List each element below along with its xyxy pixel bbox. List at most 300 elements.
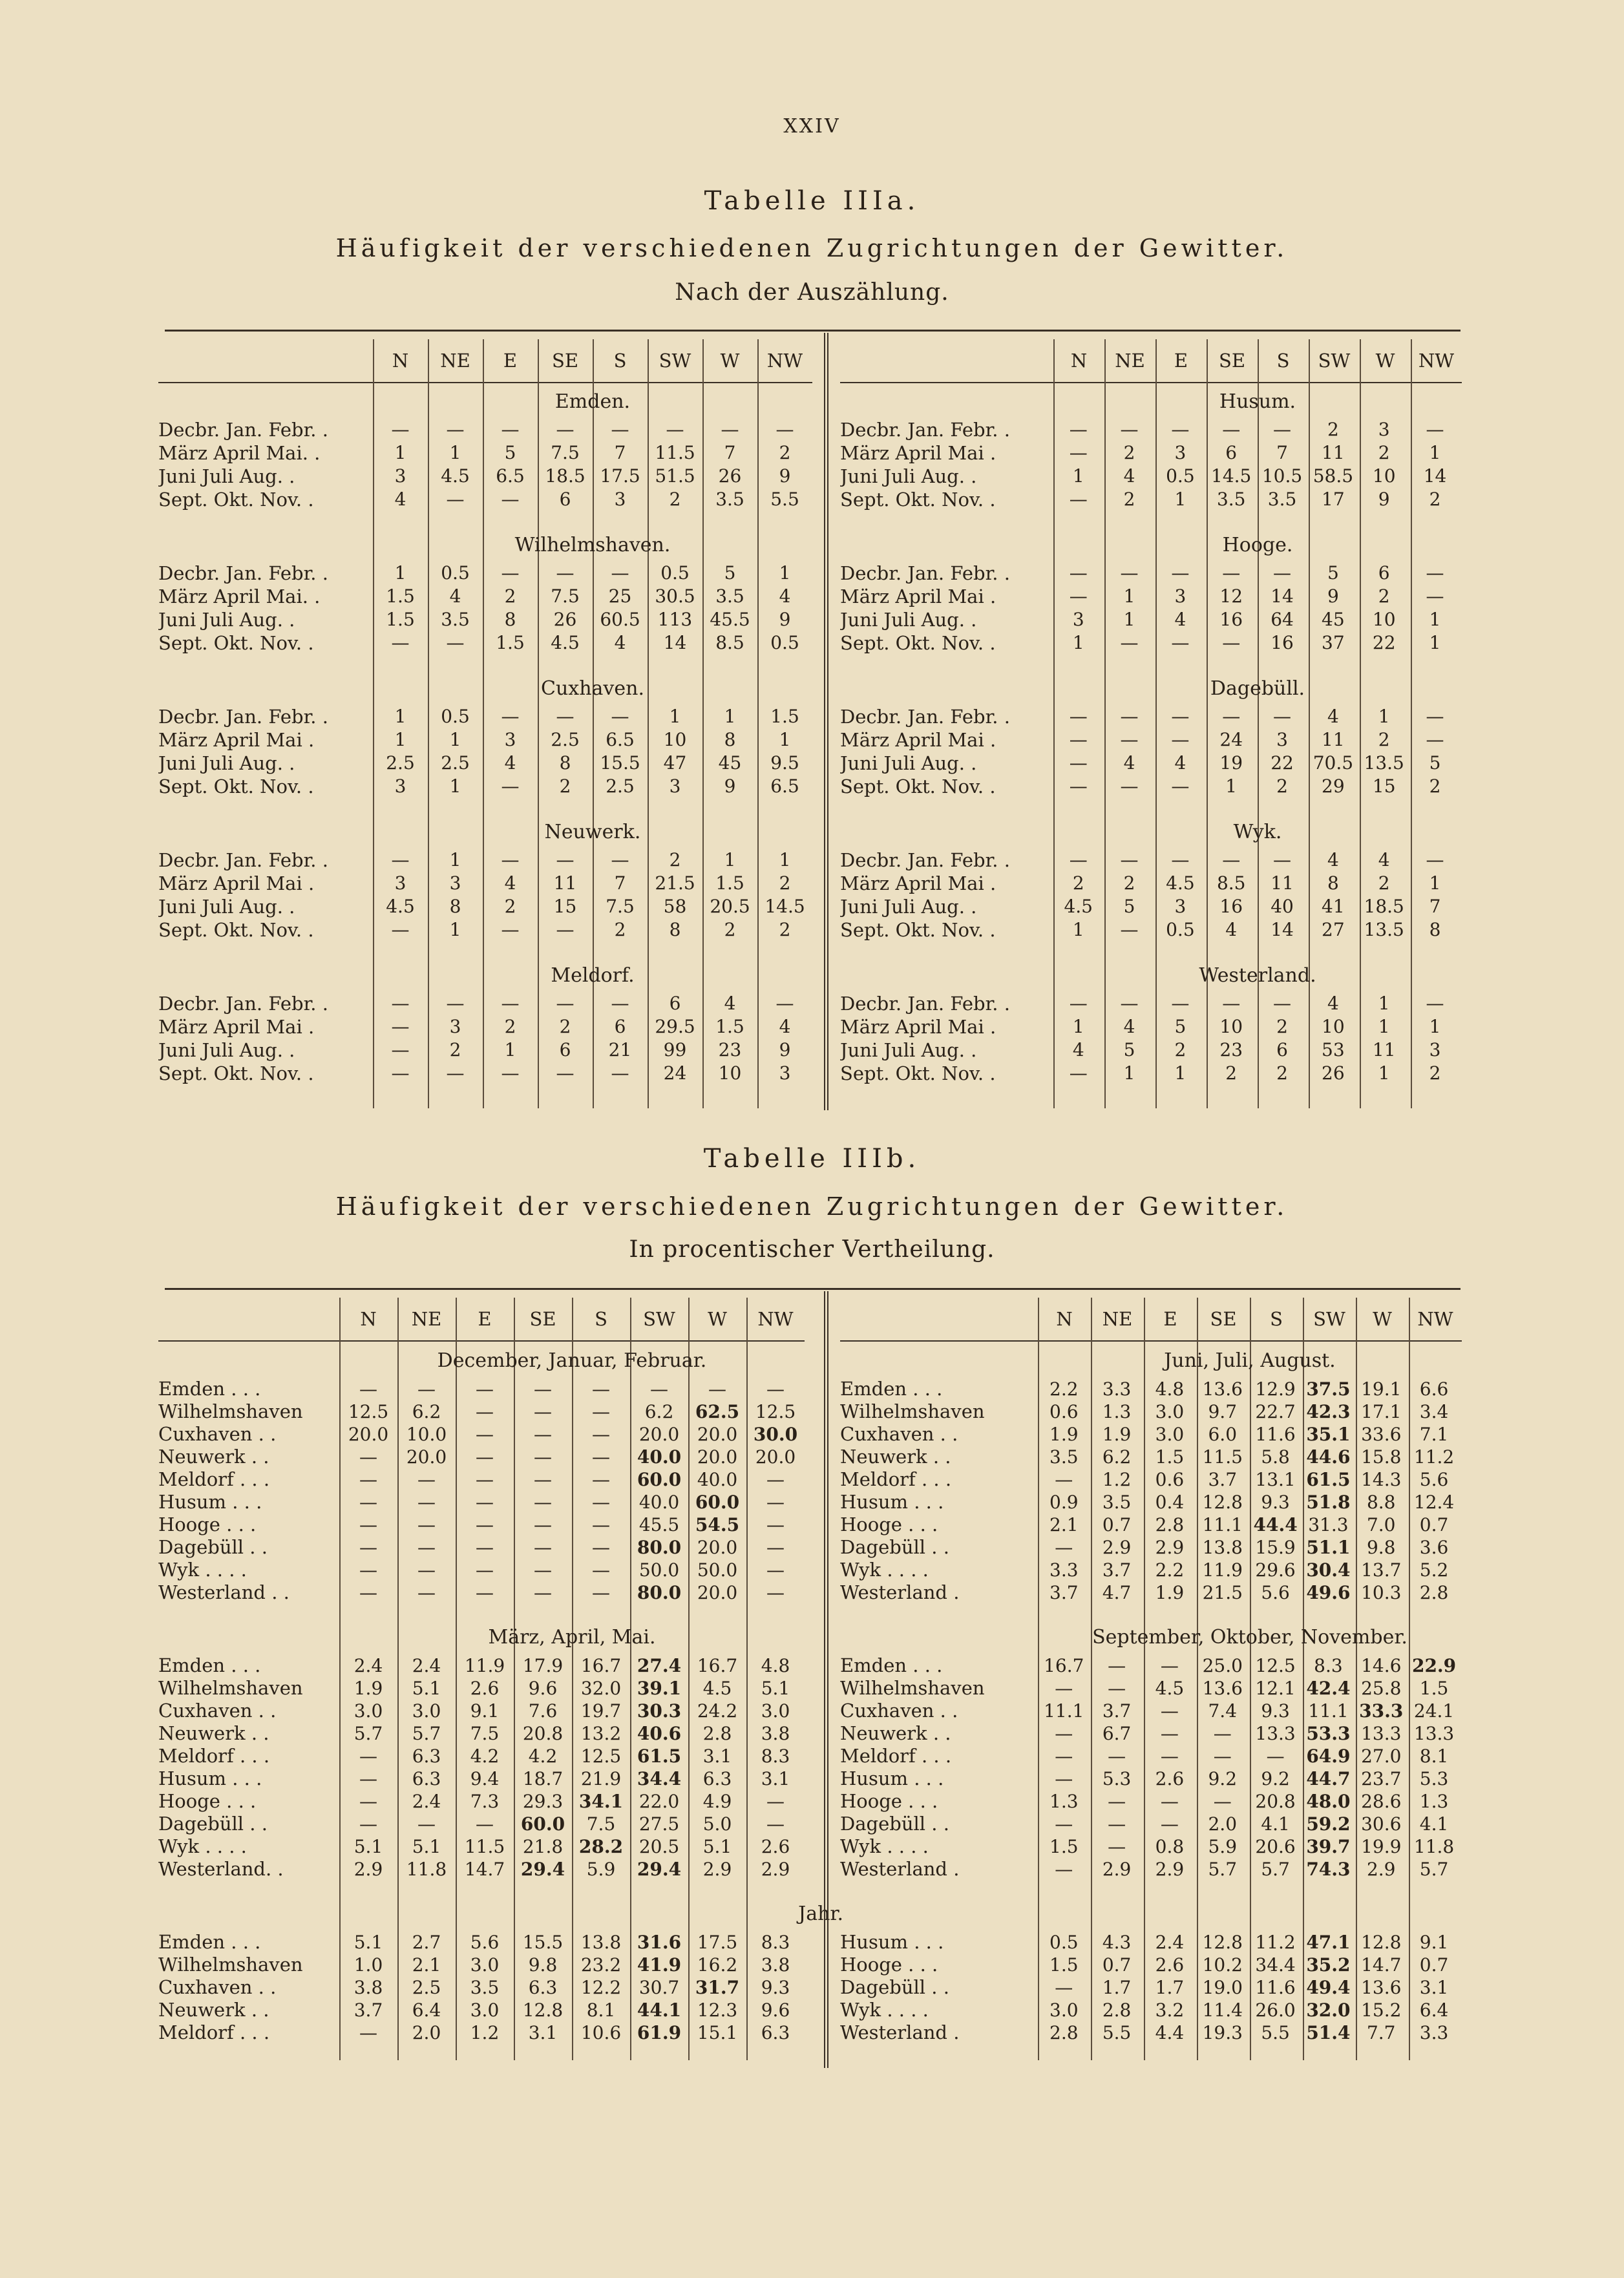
value-cell: 35.2	[1306, 1954, 1351, 1976]
value-cell: 6.4	[1419, 1999, 1449, 2021]
value-cell: 8.1	[1419, 1745, 1449, 1767]
value-cell: 44.7	[1306, 1768, 1351, 1789]
value-cell: —	[391, 919, 410, 940]
value-cell: 1.5	[386, 585, 415, 607]
value-cell: 2.5	[386, 752, 415, 774]
group-title: Hooge.	[1222, 534, 1293, 556]
value-cell: 16	[1271, 632, 1294, 653]
value-cell: 2.4	[412, 1655, 441, 1676]
value-cell: 5.1	[353, 1836, 383, 1857]
value-cell: 62.5	[695, 1401, 740, 1422]
value-cell: 14	[1271, 585, 1294, 607]
value-cell: 34.4	[1255, 1954, 1296, 1976]
station-group	[158, 960, 823, 1085]
table-row	[158, 1536, 823, 1559]
value-cell: 5	[724, 562, 736, 584]
row-label: Dagebüll . .	[158, 1813, 268, 1835]
value-cell: 4.7	[1102, 1582, 1132, 1603]
column-header: S	[613, 350, 627, 372]
value-cell: 47.1	[1306, 1932, 1351, 1953]
row-label: März April Mai .	[158, 872, 315, 894]
value-cell: 7	[724, 442, 736, 463]
value-cell: 2	[1072, 872, 1084, 894]
group-title: Neuwerk.	[544, 821, 641, 843]
table-row	[840, 1813, 1461, 1835]
value-cell: 6.5	[770, 775, 799, 797]
value-cell: 4	[1225, 919, 1238, 940]
value-cell: —	[1055, 1537, 1073, 1558]
table-row	[158, 1062, 823, 1085]
value-cell: 1.0	[353, 1954, 383, 1976]
value-cell: 2	[1276, 775, 1288, 797]
value-cell: 15.1	[697, 2022, 738, 2043]
value-cell: 0.8	[1155, 1836, 1185, 1857]
value-cell: 11	[553, 872, 577, 894]
value-cell: 2	[1276, 1016, 1288, 1037]
row-label: Wyk . . . .	[158, 1559, 247, 1581]
value-cell: —	[446, 993, 465, 1014]
value-cell: 113	[657, 609, 693, 630]
station-group	[158, 529, 823, 655]
value-cell: —	[359, 1559, 377, 1581]
value-cell: 4.5	[1064, 896, 1093, 917]
value-cell: 53.3	[1306, 1723, 1351, 1744]
value-cell: 2.4	[1155, 1932, 1185, 1953]
value-cell: —	[1069, 442, 1088, 463]
value-cell: 5.6	[470, 1932, 500, 1953]
value-cell: —	[417, 1537, 436, 1558]
table-row	[840, 1954, 1461, 1976]
value-cell: —	[1426, 562, 1444, 584]
value-cell: 3.3	[1049, 1559, 1079, 1581]
group-title: Westerland.	[1199, 964, 1316, 987]
value-cell: 4.3	[1102, 1932, 1132, 1953]
value-cell: 2	[1429, 775, 1441, 797]
value-cell: 20.8	[522, 1723, 564, 1744]
value-cell: 14	[1271, 919, 1294, 940]
column-header: E	[478, 1308, 492, 1330]
row-label: Husum . . .	[840, 1767, 944, 1789]
value-cell: 20.8	[1255, 1791, 1296, 1812]
row-label: Emden . . .	[840, 1378, 943, 1400]
value-cell: 4.8	[1155, 1378, 1185, 1400]
value-cell: 3.5	[715, 489, 744, 510]
value-cell: 3.5	[441, 609, 470, 630]
table-row	[840, 752, 1461, 775]
station-group	[840, 1897, 1461, 2044]
group-title: Wilhelmshaven.	[514, 534, 671, 556]
row-label: Sept. Okt. Nov. .	[158, 775, 314, 797]
value-cell: —	[1069, 849, 1088, 870]
value-cell: 2	[504, 1016, 516, 1037]
value-cell: 19.3	[1202, 2022, 1243, 2043]
value-cell: 1.3	[1102, 1401, 1132, 1422]
value-cell: 0.5	[1166, 919, 1195, 940]
value-cell: 2	[1378, 729, 1390, 750]
value-cell: 5.3	[1419, 1768, 1449, 1789]
column-header: SE	[529, 1308, 556, 1330]
value-cell: 13.7	[1361, 1559, 1402, 1581]
row-label: Emden . . .	[158, 1931, 261, 1953]
value-cell: 2.7	[412, 1932, 441, 1953]
row-label: Sept. Okt. Nov. .	[158, 489, 314, 511]
value-cell: 37	[1322, 632, 1345, 653]
value-cell: 14.5	[765, 896, 805, 917]
value-cell: 4	[504, 872, 516, 894]
table-row	[840, 1767, 1461, 1790]
value-cell: 2	[1327, 419, 1339, 440]
value-cell: 22.7	[1255, 1401, 1296, 1422]
table-row	[840, 465, 1461, 488]
value-cell: 3.1	[1419, 1977, 1449, 1998]
value-cell: 3.8	[761, 1954, 790, 1976]
value-cell: 12.5	[348, 1401, 389, 1422]
value-cell: 6.3	[412, 1745, 441, 1767]
value-cell: 1	[1378, 706, 1390, 727]
value-cell: 2.5	[412, 1977, 441, 1998]
table-row	[840, 1446, 1461, 1468]
row-label: Juni Juli Aug. .	[158, 609, 295, 631]
value-cell: 1.3	[1419, 1791, 1449, 1812]
value-cell: 4.5	[386, 896, 415, 917]
value-cell: 11.8	[1413, 1836, 1455, 1857]
value-cell: —	[391, 1039, 410, 1060]
value-cell: —	[1069, 993, 1088, 1014]
value-cell: 26	[718, 465, 742, 487]
row-label: Hooge . . .	[158, 1790, 257, 1812]
value-cell: 2	[779, 442, 791, 463]
value-cell: 51.4	[1306, 2022, 1351, 2043]
value-cell: —	[1055, 1768, 1073, 1789]
header-rule	[840, 1340, 1462, 1342]
row-label: Sept. Okt. Nov. .	[840, 1062, 996, 1084]
value-cell: 3.0	[412, 1700, 441, 1722]
value-cell: 3	[1072, 609, 1084, 630]
value-cell: —	[1069, 562, 1088, 584]
row-label: Wilhelmshaven	[158, 1954, 303, 1976]
value-cell: —	[1108, 1791, 1126, 1812]
value-cell: 39.7	[1306, 1836, 1351, 1857]
value-cell: 8.8	[1366, 1492, 1396, 1513]
value-cell: 2	[669, 489, 681, 510]
value-cell: 3	[394, 775, 406, 797]
table-row	[158, 1378, 823, 1400]
table-b-top-rule	[165, 1288, 1461, 1290]
value-cell: —	[359, 1813, 377, 1835]
table-row	[840, 441, 1461, 465]
value-cell: 2	[1123, 872, 1135, 894]
column-header: NE	[411, 1308, 442, 1330]
value-cell: 11.6	[1255, 1977, 1296, 1998]
value-cell: 30.5	[655, 585, 695, 607]
value-cell: 3.5	[470, 1977, 500, 1998]
table-row	[158, 1954, 823, 1976]
value-cell: —	[417, 1813, 436, 1835]
value-cell: —	[501, 489, 520, 510]
value-cell: 9.3	[761, 1977, 790, 1998]
value-cell: 3.0	[470, 1954, 500, 1976]
value-cell: 19.1	[1361, 1378, 1402, 1400]
table-row	[840, 1745, 1461, 1767]
table-row	[158, 1767, 823, 1790]
value-cell: 21.5	[1202, 1582, 1243, 1603]
table-b-title: Tabelle IIIb.	[703, 1144, 921, 1174]
row-label: Cuxhaven . .	[158, 1976, 277, 1998]
row-label: Meldorf . . .	[158, 1745, 270, 1767]
table-row	[840, 918, 1461, 942]
value-cell: 7.5	[470, 1723, 500, 1744]
value-cell: 20.0	[697, 1424, 738, 1445]
row-label: Juni Juli Aug. .	[158, 1039, 295, 1061]
value-cell: 2	[779, 872, 791, 894]
value-cell: 3.8	[353, 1977, 383, 1998]
group-title: Juni, Juli, August.	[1164, 1349, 1336, 1372]
value-cell: —	[766, 1559, 785, 1581]
table-row	[158, 1513, 823, 1536]
value-cell: 4.8	[761, 1655, 790, 1676]
value-cell: 17.5	[600, 465, 640, 487]
value-cell: 40.0	[697, 1469, 738, 1490]
value-cell: 10	[1372, 465, 1396, 487]
table-row	[158, 465, 823, 488]
row-label: Westerland .	[840, 2021, 960, 2043]
value-cell: 8	[669, 919, 681, 940]
value-cell: 1	[1429, 872, 1441, 894]
row-label: Emden . . .	[158, 1378, 261, 1400]
station-group	[158, 1344, 823, 1604]
value-cell: 7.5	[606, 896, 635, 917]
table-row	[840, 1976, 1461, 1999]
value-cell: 0.5	[441, 562, 470, 584]
value-cell: —	[1171, 706, 1190, 727]
value-cell: —	[766, 1469, 785, 1490]
value-cell: 16.2	[697, 1954, 738, 1976]
value-cell: 12.1	[1255, 1678, 1296, 1699]
value-cell: 5.1	[412, 1678, 441, 1699]
value-cell: —	[1171, 849, 1190, 870]
value-cell: —	[556, 919, 575, 940]
value-cell: 14	[1423, 465, 1447, 487]
value-cell: 3	[1174, 585, 1186, 607]
value-cell: 44.4	[1253, 1514, 1298, 1535]
value-cell: 3.7	[353, 1999, 383, 2021]
value-cell: 1	[394, 562, 406, 584]
value-cell: —	[556, 706, 575, 727]
value-cell: 11.1	[1202, 1514, 1243, 1535]
value-cell: 29.3	[522, 1791, 564, 1812]
value-cell: 3.0	[1155, 1424, 1185, 1445]
table-a-right	[840, 339, 1461, 1115]
value-cell: 4	[449, 585, 461, 607]
table-row	[840, 1858, 1461, 1881]
station-group	[840, 960, 1461, 1085]
value-cell: 3	[449, 872, 461, 894]
value-cell: 50.0	[697, 1559, 738, 1581]
value-cell: —	[556, 993, 575, 1014]
table-a-subtitle: Häufigkeit der verschiedenen Zugrichtungen der Gewitter.	[335, 234, 1289, 262]
row-label: Sept. Okt. Nov. .	[840, 775, 996, 797]
table-row	[840, 2021, 1461, 2044]
value-cell: 51.5	[655, 465, 695, 487]
value-cell: —	[417, 1378, 436, 1400]
value-cell: 2	[779, 919, 791, 940]
value-cell: —	[556, 419, 575, 440]
value-cell: 4	[504, 752, 516, 774]
value-cell: —	[592, 1582, 610, 1603]
value-cell: 8	[1327, 872, 1339, 894]
value-cell: 2.9	[1155, 1859, 1185, 1880]
value-cell: —	[1120, 729, 1139, 750]
row-label: Decbr. Jan. Febr. .	[158, 993, 328, 1015]
value-cell: 20.5	[638, 1836, 680, 1857]
value-cell: 2	[1123, 442, 1135, 463]
column-header: SE	[1218, 350, 1246, 372]
value-cell: 13.8	[1202, 1537, 1243, 1558]
row-label: Decbr. Jan. Febr. .	[840, 849, 1010, 871]
value-cell: 3.0	[470, 1999, 500, 2021]
value-cell: 2.6	[470, 1678, 500, 1699]
value-cell: 22	[1372, 632, 1396, 653]
value-cell: 4	[1174, 752, 1186, 774]
value-cell: 31.6	[637, 1932, 682, 1953]
value-cell: —	[417, 1492, 436, 1513]
value-cell: 40.0	[638, 1492, 680, 1513]
value-cell: —	[1171, 419, 1190, 440]
value-cell: 20.6	[1255, 1836, 1296, 1857]
value-cell: 11.4	[1202, 1999, 1243, 2021]
value-cell: 4	[394, 489, 406, 510]
value-cell: —	[446, 419, 465, 440]
value-cell: —	[1426, 993, 1444, 1014]
value-cell: 6.0	[1208, 1424, 1238, 1445]
value-cell: 15	[553, 896, 577, 917]
table-row	[158, 1700, 823, 1722]
row-label: Wilhelmshaven	[158, 1400, 303, 1422]
value-cell: 11.5	[1202, 1446, 1243, 1468]
value-cell: 7	[614, 872, 626, 894]
row-label: Wyk . . . .	[840, 1559, 929, 1581]
value-cell: —	[417, 1559, 436, 1581]
value-cell: 9.2	[1208, 1768, 1238, 1789]
value-cell: —	[1120, 419, 1139, 440]
row-label: Sept. Okt. Nov. .	[158, 919, 314, 941]
value-cell: —	[476, 1582, 494, 1603]
value-cell: 11	[1322, 729, 1345, 750]
value-cell: 4.4	[1155, 2022, 1185, 2043]
value-cell: 0.5	[441, 706, 470, 727]
table-row	[158, 1745, 823, 1767]
value-cell: 19	[1219, 752, 1243, 774]
value-cell: 5.9	[1208, 1836, 1238, 1857]
value-cell: 5	[1174, 1016, 1186, 1037]
row-label: Dagebüll . .	[840, 1976, 949, 1998]
value-cell: 11	[1271, 872, 1294, 894]
value-cell: 49.4	[1306, 1977, 1351, 1998]
value-cell: 5	[1327, 562, 1339, 584]
value-cell: 61.5	[637, 1745, 682, 1767]
value-cell: 13.3	[1361, 1723, 1402, 1744]
value-cell: —	[476, 1446, 494, 1468]
table-row	[840, 1790, 1461, 1813]
value-cell: 2.6	[1155, 1768, 1185, 1789]
value-cell: 42.4	[1306, 1678, 1351, 1699]
table-row	[840, 1378, 1461, 1400]
row-label: März April Mai .	[840, 585, 997, 607]
value-cell: 5.5	[1102, 2022, 1132, 2043]
row-label: Meldorf . . .	[840, 1745, 952, 1767]
value-cell: 4	[1123, 752, 1135, 774]
value-cell: 3.7	[1049, 1582, 1079, 1603]
value-cell: 6	[559, 1039, 571, 1060]
table-row	[158, 1790, 823, 1813]
value-cell: 9	[1327, 585, 1339, 607]
row-label: Westerland .	[840, 1858, 960, 1880]
value-cell: 1	[394, 729, 406, 750]
value-cell: 8	[504, 609, 516, 630]
row-label: Sept. Okt. Nov. .	[158, 632, 314, 654]
value-cell: 1.5	[1419, 1678, 1449, 1699]
value-cell: 2	[1123, 489, 1135, 510]
value-cell: —	[1222, 706, 1241, 727]
row-label: Cuxhaven . .	[840, 1423, 958, 1445]
table-row	[158, 631, 823, 655]
table-row	[840, 1536, 1461, 1559]
value-cell: —	[1120, 849, 1139, 870]
table-row	[158, 1858, 823, 1881]
value-cell: —	[592, 1559, 610, 1581]
value-cell: 35.1	[1306, 1424, 1351, 1445]
row-label: Dagebüll . .	[158, 1536, 268, 1558]
table-b-subtitle: Häufigkeit der verschiedenen Zugrichtungen der Gewitter.	[335, 1192, 1289, 1221]
value-cell: 5.7	[1208, 1859, 1238, 1880]
value-cell: 34.4	[637, 1768, 682, 1789]
value-cell: 99	[663, 1039, 687, 1060]
value-cell: 3.1	[702, 1745, 732, 1767]
value-cell: 7.5	[551, 442, 580, 463]
value-cell: 8	[449, 896, 461, 917]
value-cell: 12.9	[1255, 1378, 1296, 1400]
value-cell: —	[391, 419, 410, 440]
value-cell: 2.6	[1155, 1954, 1185, 1976]
table-row	[158, 872, 823, 895]
column-header: NE	[1102, 1308, 1133, 1330]
value-cell: 11.9	[1202, 1559, 1243, 1581]
table-row	[840, 1015, 1461, 1039]
value-cell: 6.2	[644, 1401, 674, 1422]
table-a-left	[158, 339, 823, 1115]
value-cell: —	[359, 1768, 377, 1789]
value-cell: 3.5	[1102, 1492, 1132, 1513]
value-cell: 1.7	[1155, 1977, 1185, 1998]
value-cell: —	[1055, 1977, 1073, 1998]
value-cell: —	[1222, 993, 1241, 1014]
value-cell: —	[592, 1446, 610, 1468]
value-cell: 2.8	[1155, 1514, 1185, 1535]
row-label: Husum . . .	[840, 1931, 944, 1953]
value-cell: 12.2	[580, 1977, 622, 1998]
value-cell: —	[1426, 729, 1444, 750]
value-cell: —	[775, 419, 794, 440]
value-cell: 1	[1429, 609, 1441, 630]
value-cell: 3.2	[1155, 1999, 1185, 2021]
value-cell: 18.5	[1364, 896, 1404, 917]
value-cell: 5.1	[702, 1836, 732, 1857]
value-cell: 1.5	[386, 609, 415, 630]
value-cell: 6.2	[1102, 1446, 1132, 1468]
value-cell: 7.5	[551, 585, 580, 607]
value-cell: 1.5	[496, 632, 525, 653]
value-cell: 8.5	[1216, 872, 1246, 894]
